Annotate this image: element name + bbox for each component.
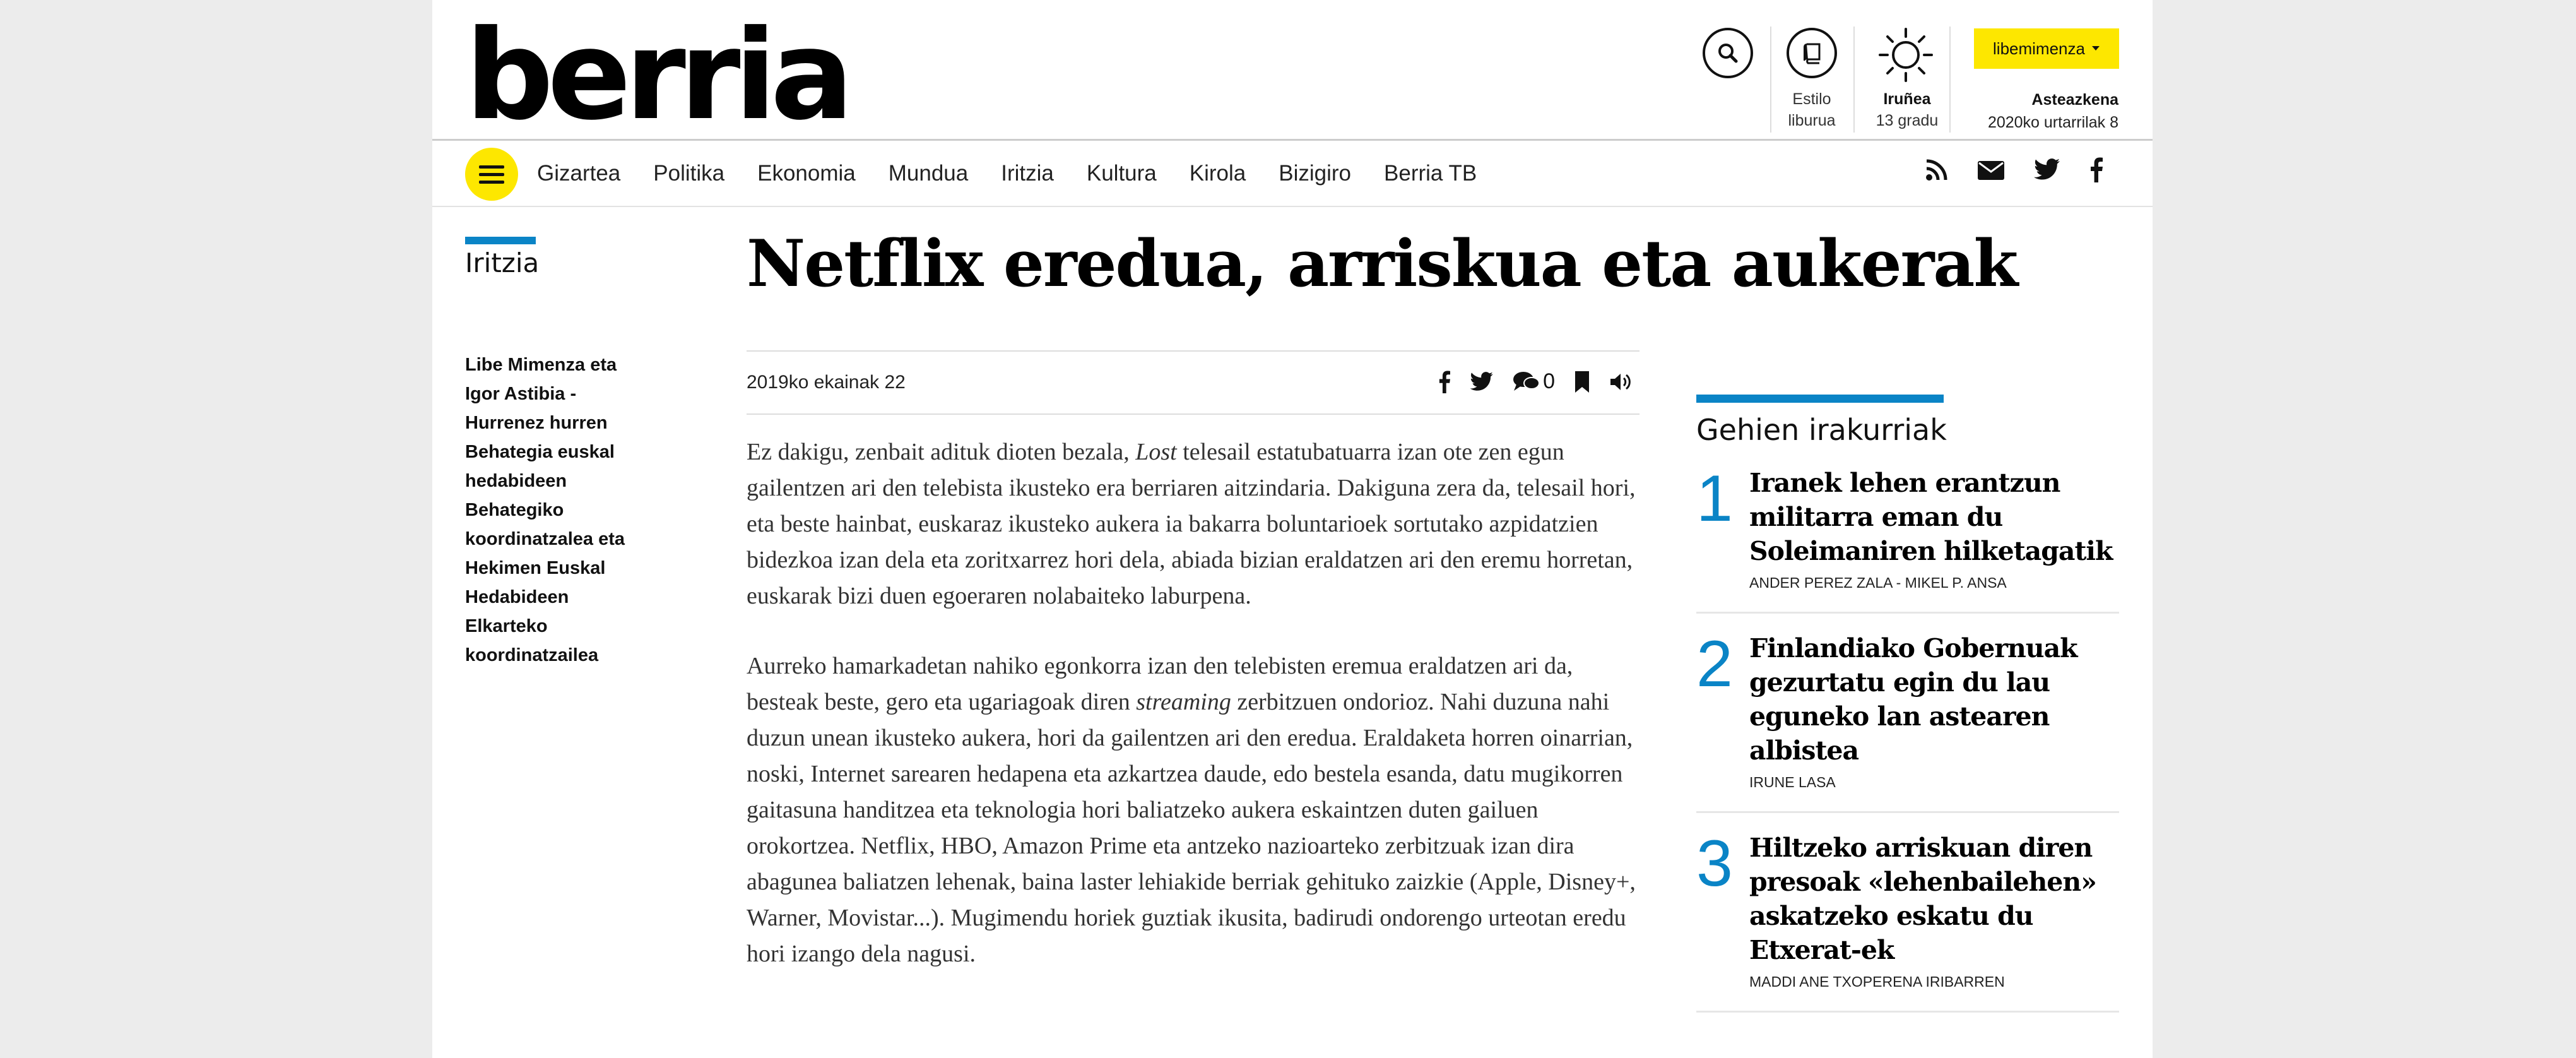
nav-item-kultura[interactable]: Kultura xyxy=(1086,160,1157,186)
header-divider xyxy=(1770,27,1771,133)
most-read-accent-bar xyxy=(1696,395,1944,403)
facebook-icon[interactable] xyxy=(2089,157,2103,182)
article-meta-bar xyxy=(747,350,1640,415)
style-book-label[interactable]: Estilo liburua xyxy=(1788,90,1836,129)
most-read-item[interactable] xyxy=(1696,824,2119,1013)
nav-item-iritzia[interactable]: Iritzia xyxy=(1001,160,1054,186)
nav-item-bizigiro[interactable]: Bizigiro xyxy=(1279,160,1352,186)
berria-logo[interactable]: berria xyxy=(465,4,848,148)
article-paragraph: Ez dakigu, zenbait adituk dioten bezala, Lost telesail estatubatuarra izan ote zen egun gailentzen ari den telebista ikusteko era berriaren aitzindaria. Dakiguna zera da, telesail hori, eta beste hainbat, euskaraz ikusteko aukera ia bakarra boluntarioek sortutako azpidatzien bidezkoa izan dela eta zoritxarrez hori dela, abiada bizian eraldatzen ari den eremu horretan, euskarak bizi duen egoeraren nolabaiteko laburpena. xyxy=(747,439,1636,609)
weather-city: Iruñea xyxy=(1883,90,1931,108)
user-name: libemimenza xyxy=(1993,39,2085,58)
day-name: Asteazkena xyxy=(2031,91,2118,109)
most-read-item[interactable] xyxy=(1696,625,2119,813)
menu-icon xyxy=(479,165,504,169)
comment-icon xyxy=(1513,371,1540,393)
most-read-author: ANDER PEREZ ZALA - MIKEL P. ANSA xyxy=(1749,574,2007,591)
section-accent-bar xyxy=(465,237,536,244)
most-read-author: IRUNE LASA xyxy=(1749,774,1836,790)
section-label[interactable]: Iritzia xyxy=(465,247,540,278)
comments-button[interactable] xyxy=(1513,369,1555,394)
most-read-number: 3 xyxy=(1696,827,1733,900)
bookmark-icon[interactable] xyxy=(1574,371,1590,393)
facebook-icon[interactable] xyxy=(1438,371,1451,393)
most-read-headline[interactable]: Finlandiako Gobernuak gezurtatu egin du lau eguneko lan astearen albistea xyxy=(1749,633,2077,766)
sun-icon xyxy=(1877,27,1934,83)
most-read-title: Gehien irakurriak xyxy=(1696,413,1947,447)
comment-count: 0 xyxy=(1543,369,1555,393)
rss-icon[interactable] xyxy=(1925,158,1948,181)
article-authors: Libe Mimenza eta Igor Astibia - Hurrenez hurren Behategia euskal hedabideen Behategiko koordinatzalea eta Hekimen Euskal Hedabideen Elkarteko koordinatzailea xyxy=(465,355,625,665)
twitter-icon[interactable] xyxy=(1470,372,1494,392)
most-read-headline[interactable]: Hiltzeko arriskuan diren presoak «lehenbailehen» askatzeko eskatu du Etxerat-ek xyxy=(1749,833,2096,965)
article-tools xyxy=(1438,369,1632,394)
date-text: 2020ko urtarrilak 8 xyxy=(1987,114,2118,131)
nav-items xyxy=(537,141,1477,206)
caret-down-icon xyxy=(2091,45,2100,52)
nav-item-mundua[interactable]: Mundua xyxy=(888,160,969,186)
weather-temp: 13 gradu xyxy=(1876,112,1939,129)
header-divider xyxy=(1853,27,1855,133)
current-date xyxy=(1988,88,2118,134)
most-read-panel xyxy=(1696,395,2119,1024)
search-icon xyxy=(1715,40,1740,66)
article-date: 2019ko ekainak 22 xyxy=(747,372,906,393)
most-read-number: 2 xyxy=(1696,627,1733,701)
menu-button[interactable] xyxy=(465,148,518,201)
article-paragraph: Aurreko hamarkadetan nahiko egonkorra izan den telebisten eremua eraldatzen ari da, besteak beste, gero eta ugariagoak diren streaming zerbitzuen ondorioz. Nahi duzuna nahi duzun unean ikusteko aukera, hori da gailentzen ari den eredua. Eraldaketa horren oinarrian, noski, Internet sarearen hedapena eta azkartzea daude, edo bestela esanda, datu mugikorren gaitasuna handitzea eta teknologia hori baliatzeko aukera eskaintzen duten gailuen orokortzea. Netflix, HBO, Amazon Prime eta antzeko nazioarteko zerbitzuak izan dira abagunea baliatzen lehenak, baina laster lehiakide berriak gehituko zaizkie (Apple, Disney+, Warner, Movistar...). Mugimendu horiek guztiak ikusita, badirudi ondorengo urteotan eredu hori izango dela nagusi. xyxy=(747,653,1636,967)
twitter-icon[interactable] xyxy=(2034,158,2060,181)
most-read-number: 1 xyxy=(1696,462,1733,535)
book-icon xyxy=(1799,40,1824,66)
article-body xyxy=(747,434,1643,1006)
nav-item-gizartea[interactable]: Gizartea xyxy=(537,160,621,186)
nav-item-kirola[interactable]: Kirola xyxy=(1189,160,1246,186)
most-read-item[interactable] xyxy=(1696,460,2119,614)
page xyxy=(432,0,2153,1058)
envelope-icon[interactable] xyxy=(1977,159,2005,181)
nav-item-berria-tb[interactable]: Berria TB xyxy=(1384,160,1477,186)
nav-item-politika[interactable]: Politika xyxy=(653,160,725,186)
user-menu-button[interactable] xyxy=(1974,28,2119,69)
most-read-headline[interactable]: Iranek lehen erantzun militarra eman du Soleimaniren hilketagatik xyxy=(1749,468,2113,566)
social-links xyxy=(1925,157,2103,182)
weather-label xyxy=(1860,88,1954,131)
header-divider xyxy=(1949,27,1951,133)
speaker-icon[interactable] xyxy=(1609,372,1632,392)
article-headline: Netflix eredua, arriskua eta aukerak xyxy=(747,226,2018,302)
most-read-author: MADDI ANE TXOPERENA IRIBARREN xyxy=(1749,973,2005,990)
style-book-button[interactable] xyxy=(1787,28,1837,78)
main-nav xyxy=(432,139,2153,207)
nav-item-ekonomia[interactable]: Ekonomia xyxy=(757,160,856,186)
search-button[interactable] xyxy=(1703,28,1753,78)
